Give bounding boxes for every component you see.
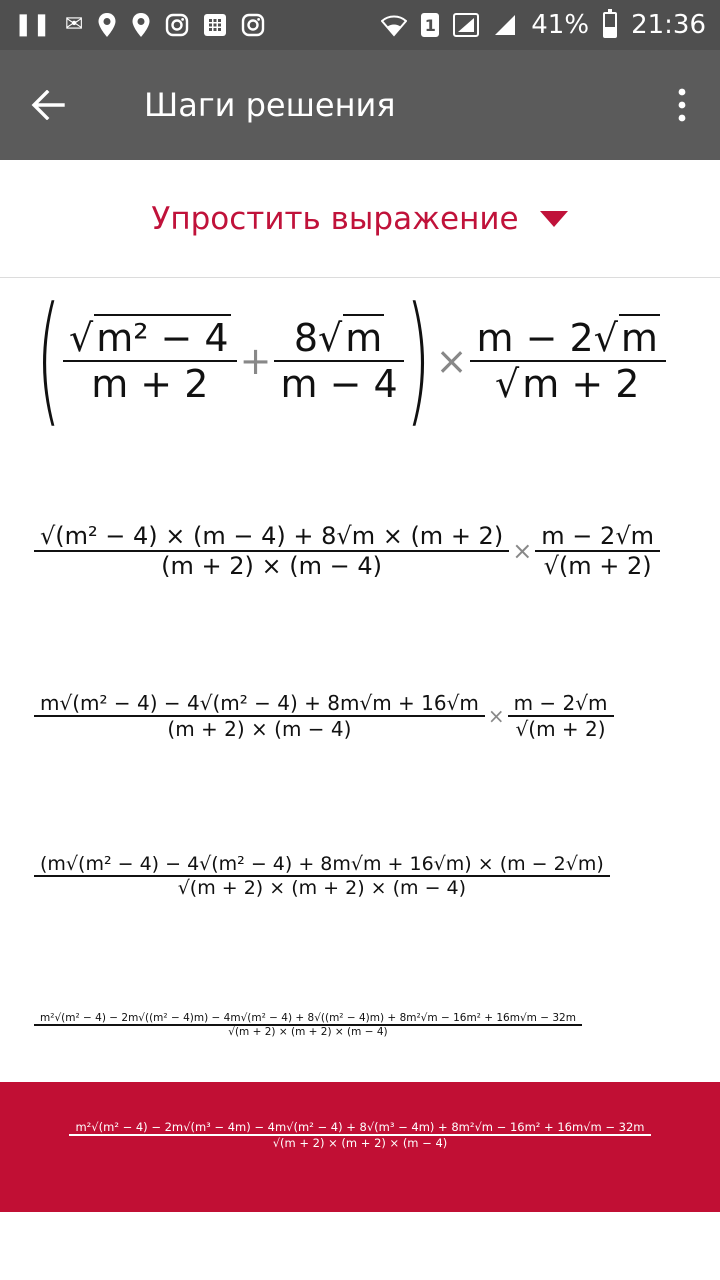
page-title: Шаги решения — [144, 86, 396, 124]
plus-sign: + — [239, 339, 272, 383]
solution-steps — [0, 278, 720, 1280]
caret-down-icon — [539, 210, 569, 228]
final-denominator: √(m + 2) × (m + 2) × (m − 4) — [272, 1136, 448, 1150]
step-5 — [0, 990, 720, 1060]
step-2-right-numerator: m − 2√m — [541, 522, 654, 550]
clock: 21:36 — [631, 10, 706, 40]
open-paren: ( — [36, 279, 61, 443]
final-result-formula — [34, 1120, 686, 1150]
step-4-denominator: √(m + 2) × (m + 2) × (m − 4) — [177, 877, 467, 899]
close-paren: ) — [405, 279, 431, 443]
instagram-icon — [165, 13, 189, 37]
step-4-fraction — [34, 853, 610, 899]
fraction-b — [274, 316, 403, 406]
step-5-formula — [34, 990, 720, 1060]
fraction-a-denominator: m + 2 — [91, 362, 209, 406]
step-3-numerator: m√(m² − 4) − 4√(m² − 4) + 8m√m + 16√m — [40, 691, 479, 715]
mail-icon: ✉ — [64, 12, 84, 37]
fraction-a-numerator-radicand: m² − 4 — [96, 316, 229, 360]
fraction-c-denominator: √m + 2 — [495, 362, 640, 406]
method-dropdown[interactable] — [0, 160, 720, 278]
step-5-numerator: m²√(m² − 4) − 2m√((m² − 4)m) − 4m√(m² − 4) + 8√((m² − 4)m) + 8m²√m − 16m² + 16m√m − 32m — [40, 1012, 576, 1024]
step-5-fraction — [34, 1012, 582, 1038]
battery-percent: 41% — [531, 10, 590, 40]
grid-app-icon — [203, 13, 227, 37]
step-1 — [0, 279, 720, 443]
step-3-right-denominator: √(m + 2) — [515, 717, 606, 741]
step-3-right-numerator: m − 2√m — [513, 691, 608, 715]
signal-bars-icon — [493, 13, 517, 37]
step-3-formula — [34, 666, 720, 766]
signal-icon — [453, 13, 479, 37]
step-4-formula — [34, 826, 720, 926]
final-fraction — [69, 1120, 650, 1150]
fraction-a — [63, 316, 237, 406]
step-1-formula — [34, 279, 720, 443]
fraction-b-denominator: m − 4 — [280, 362, 398, 406]
fraction-c — [470, 316, 665, 406]
fraction-c-denominator-radicand: m + 2 — [522, 362, 640, 406]
instagram-icon-2 — [241, 13, 265, 37]
battery-icon — [603, 12, 617, 38]
status-right-icons — [381, 10, 706, 40]
final-result — [0, 1082, 720, 1212]
step-3-right-fraction — [508, 691, 614, 741]
method-dropdown-label: Упростить выражение — [151, 200, 519, 237]
step-5-denominator: √(m + 2) × (m + 2) × (m − 4) — [228, 1026, 388, 1038]
fraction-b-numerator-radicand: m — [345, 316, 383, 360]
location-pin-icon-2 — [131, 12, 151, 38]
step-3-fraction — [34, 691, 485, 741]
wifi-icon — [381, 13, 407, 37]
step-2-right-fraction — [535, 522, 660, 580]
arrow-left-icon — [31, 90, 65, 120]
final-numerator: m²√(m² − 4) − 2m√(m³ − 4m) − 4m√(m² − 4) + 8√(m³ − 4m) + 8m²√m − 16m² + 16m√m − 32m — [75, 1120, 645, 1134]
times-sign: × — [435, 339, 468, 383]
times-sign: × — [487, 704, 505, 728]
app-bar — [0, 50, 720, 160]
status-left-icons — [14, 12, 265, 38]
times-sign: × — [512, 537, 533, 565]
back-button[interactable] — [0, 90, 96, 120]
fraction-c-numerator: m − 2√m — [476, 316, 658, 360]
step-2-numerator: √(m² − 4) × (m − 4) + 8√m × (m + 2) — [40, 522, 504, 550]
location-pin-icon — [97, 12, 117, 38]
fraction-b-coef: 8 — [293, 316, 319, 360]
fraction-b-numerator: 8√m — [293, 316, 383, 360]
step-3-denominator: (m + 2) × (m − 4) — [167, 717, 352, 741]
pause-icon: ❚❚ — [14, 12, 51, 37]
status-bar — [0, 0, 720, 50]
step-2-fraction — [34, 522, 509, 580]
step-2-denominator: (m + 2) × (m − 4) — [161, 552, 383, 580]
step-3 — [0, 666, 720, 766]
fraction-a-numerator: √m² − 4 — [68, 316, 229, 360]
step-2-right-denominator: √(m + 2) — [543, 552, 652, 580]
sim-indicator: 1 — [421, 13, 439, 37]
overflow-menu-button[interactable] — [644, 88, 720, 122]
step-4 — [0, 826, 720, 926]
fraction-c-numerator-radicand: m — [620, 316, 658, 360]
more-vert-icon — [677, 88, 687, 122]
step-2-formula — [34, 496, 720, 606]
step-4-numerator: (m√(m² − 4) − 4√(m² − 4) + 8m√m + 16√m) × (m − 2√m) — [40, 853, 604, 875]
step-2 — [0, 496, 720, 606]
fraction-c-term: m − 2 — [476, 316, 594, 360]
